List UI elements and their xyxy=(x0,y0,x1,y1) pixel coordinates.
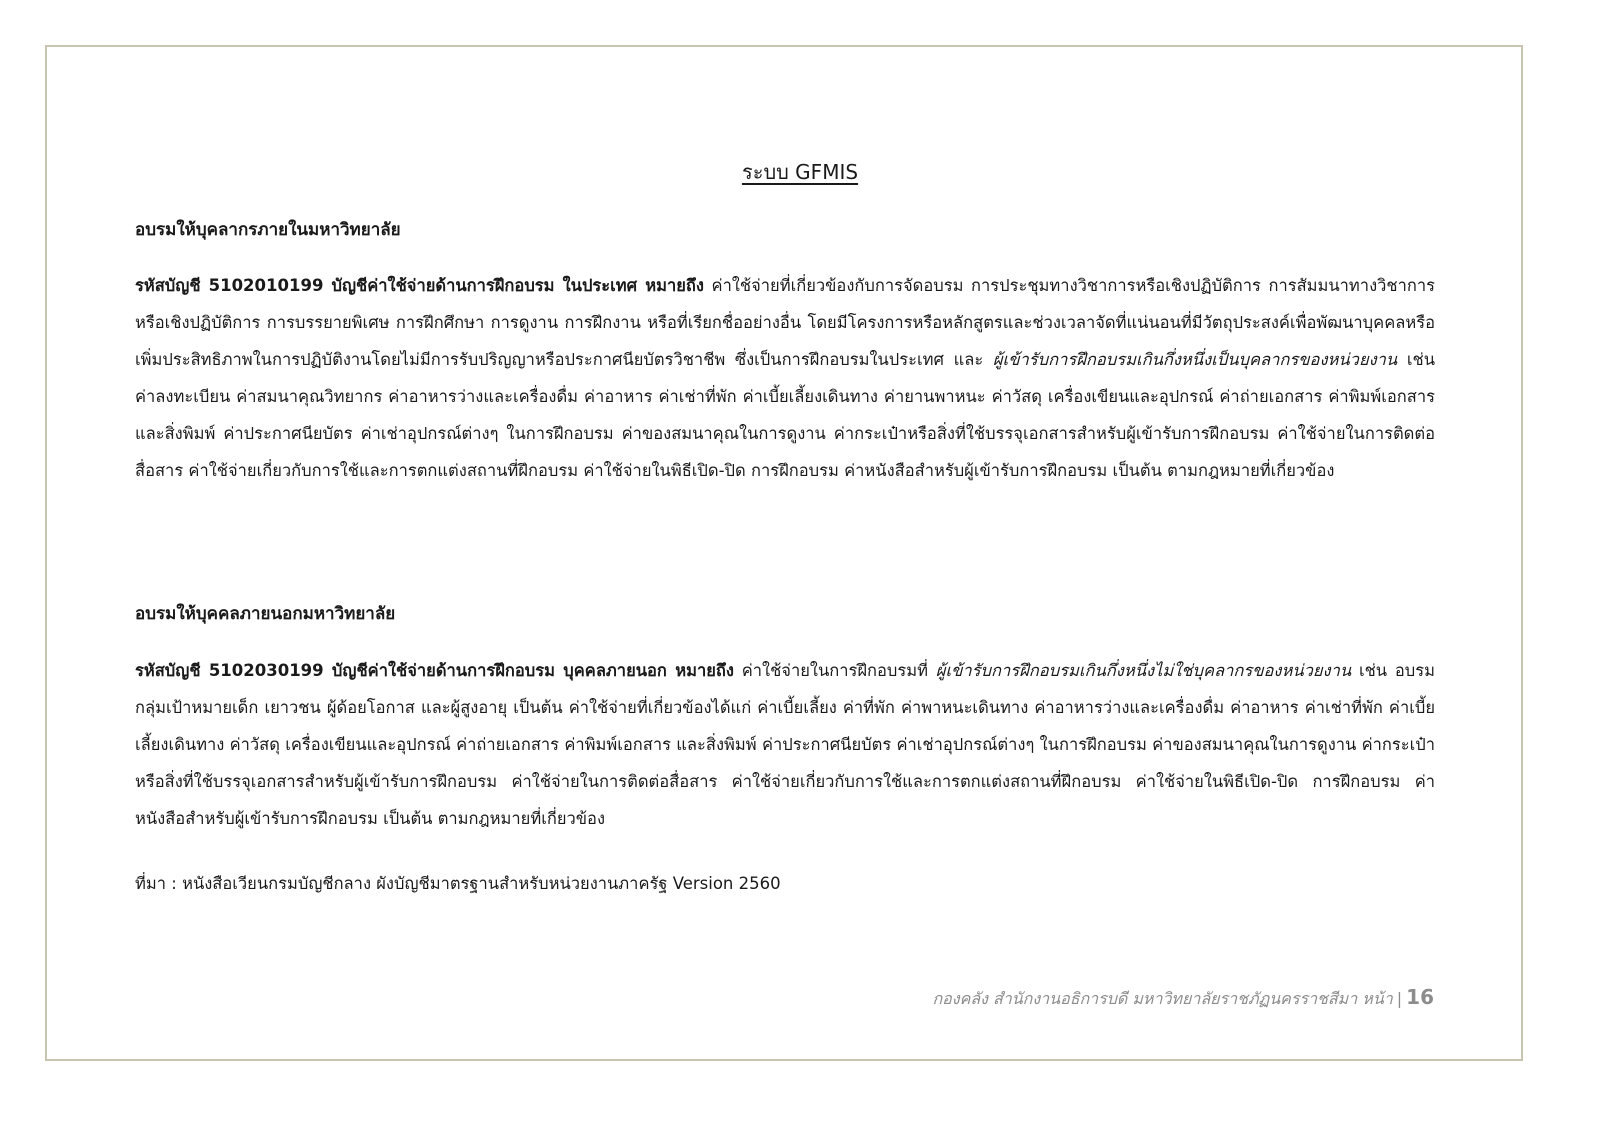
account-lead-external: รหัสบัญชี 5102030199 บัญชีค่าใช้จ่ายด้านการฝึกอบรม บุคคลภายนอก หมายถึง xyxy=(135,661,734,680)
footer-text: กองคลัง สำนักงานอธิการบดี มหาวิทยาลัยราชภัฏนครราชสีมา หน้า xyxy=(932,989,1393,1008)
section-paragraph-internal xyxy=(135,267,1435,489)
paragraph-text: ค่าใช้จ่ายที่เกี่ยวข้องกับการจัดอบรม การประชุมทางวิชาการหรือเชิงปฏิบัติการ การสัมมนาทางวิชาการหรือเชิงปฏิบัติการ การบรรยายพิเศษ การฝึกศึกษา การดูงาน การฝึกงาน หรือที่เรียกชื่ออย่างอื่น โดยมีโครงการหรือหลักสูตรและช่วงเวลาจัดที่แน่นอนที่มีวัตถุประสงค์เพื่อพัฒนาบุคคลหรือเพิ่มประสิทธิภาพในการปฏิบัติงานโดยไม่มีการรับปริญญาหรือประกาศนียบัตรวิชาชีพ ซึ่งเป็นการฝึกอบรมในประเทศ และ xyxy=(135,276,1435,369)
source-reference: ที่มา : หนังสือเวียนกรมบัญชีกลาง ผังบัญชีมาตรฐานสำหรับหน่วยงานภาครัฐ Version 2560 xyxy=(135,874,781,893)
document-title: ระบบ GFMIS xyxy=(741,160,859,184)
section-paragraph-external xyxy=(135,652,1435,837)
page-number: 16 xyxy=(1406,985,1434,1009)
section-heading-internal: อบรมให้บุคลากรภายในมหาวิทยาลัย xyxy=(135,220,401,240)
footer-separator: | xyxy=(1396,989,1403,1008)
page-footer xyxy=(932,985,1434,1012)
emphasis-text: ผู้เข้ารับการฝึกอบรมเกินกึ่งหนึ่งไม่ใช่บุคลากรของหน่วยงาน xyxy=(935,661,1352,680)
account-lead-internal: รหัสบัญชี 5102010199 บัญชีค่าใช้จ่ายด้านการฝึกอบรม ในประเทศ หมายถึง xyxy=(135,276,704,295)
emphasis-text: ผู้เข้ารับการฝึกอบรมเกินกึ่งหนึ่งเป็นบุคลากรของหน่วยงาน xyxy=(992,350,1398,369)
paragraph-text: ค่าใช้จ่ายในการฝึกอบรมที่ xyxy=(733,661,936,680)
paragraph-text: เช่น อบรมกลุ่มเป้าหมายเด็ก เยาวชน ผู้ด้อยโอกาส และผู้สูงอายุ เป็นต้น ค่าใช้จ่ายที่เกี่ยวข้องได้แก่ ค่าเบี้ยเลี้ยง ค่าที่พัก ค่าพาหนะเดินทาง ค่าอาหารว่างและเครื่องดื่ม ค่าอาหาร ค่าเช่าที่พัก ค่าเบี้ยเลี้ยงเดินทาง ค่าวัสดุ เครื่องเขียนและอุปกรณ์ ค่าถ่ายเอกสาร ค่าพิมพ์เอกสาร และสิ่งพิมพ์ ค่าประกาศนียบัตร ค่าเช่าอุปกรณ์ต่างๆ ในการฝึกอบรม ค่าของสมนาคุณในการดูงาน ค่ากระเป๋าหรือสิ่งที่ใช้บรรจุเอกสารสำหรับผู้เข้ารับการฝึกอบรม ค่าใช้จ่ายในการติดต่อสื่อสาร ค่าใช้จ่ายเกี่ยวกับการใช้และการตกแต่งสถานที่ฝึกอบรม ค่าใช้จ่ายในพิธีเปิด-ปิด การฝึกอบรม ค่าหนังสือสำหรับผู้เข้ารับการฝึกอบรม เป็นต้น ตามกฎหมายที่เกี่ยวข้อง xyxy=(135,661,1435,828)
page-frame xyxy=(45,45,1523,1061)
paragraph-text: เช่น ค่าลงทะเบียน ค่าสมนาคุณวิทยากร ค่าอาหารว่างและเครื่องดื่ม ค่าอาหาร ค่าเช่าที่พัก ค่าเบี้ยเลี้ยงเดินทาง ค่ายานพาหนะ ค่าวัสดุ เครื่องเขียนและอุปกรณ์ ค่าถ่ายเอกสาร ค่าพิมพ์เอกสาร และสิ่งพิมพ์ ค่าประกาศนียบัตร ค่าเช่าอุปกรณ์ต่างๆ ในการฝึกอบรม ค่าของสมนาคุณในการดูงาน ค่ากระเป๋าหรือสิ่งที่ใช้บรรจุเอกสารสำหรับผู้เข้ารับการฝึกอบรม ค่าใช้จ่ายในการติดต่อสื่อสาร ค่าใช้จ่ายเกี่ยวกับการใช้และการตกแต่งสถานที่ฝึกอบรม ค่าใช้จ่ายในพิธีเปิด-ปิด การฝึกอบรม ค่าหนังสือสำหรับผู้เข้ารับการฝึกอบรม เป็นต้น ตามกฎหมายที่เกี่ยวข้อง xyxy=(135,350,1435,480)
section-heading-external: อบรมให้บุคคลภายนอกมหาวิทยาลัย xyxy=(135,604,396,624)
